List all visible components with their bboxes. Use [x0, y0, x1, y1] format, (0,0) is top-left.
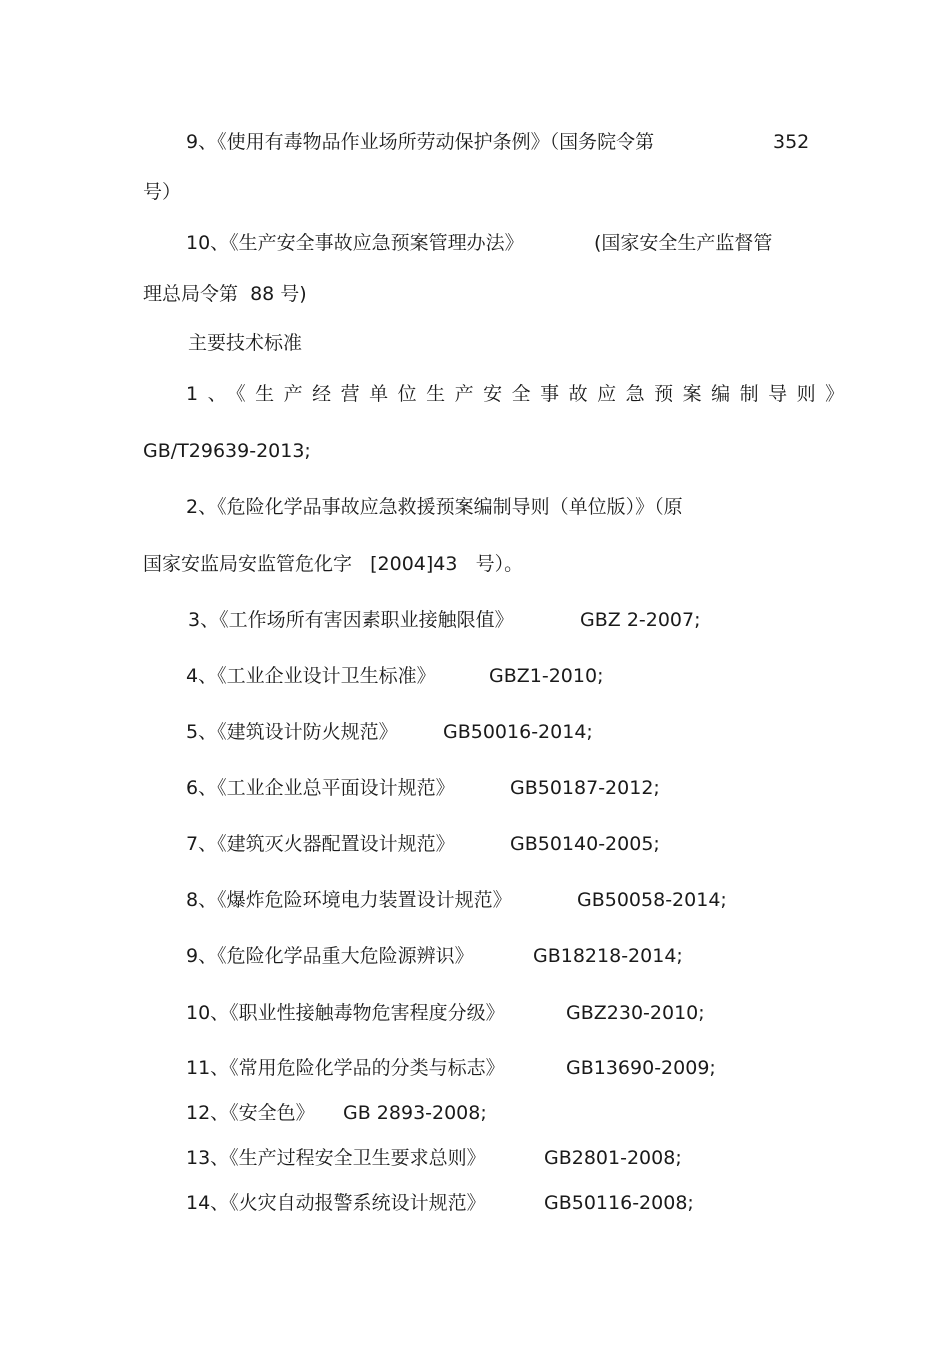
standard-1-line1: 1、《生产经营单位生产安全事故应急预案编制导则》 — [186, 383, 854, 405]
standard-7-title: 7、《建筑灭火器配置设计规范》 — [186, 833, 455, 855]
standard-8-title: 8、《爆炸危险环境电力装置设计规范》 — [186, 889, 512, 911]
standard-4-code: GBZ1-2010; — [489, 665, 604, 687]
standard-7-code: GB50140-2005; — [510, 833, 660, 855]
standard-14-code: GB50116-2008; — [544, 1192, 694, 1214]
standard-5-code: GB50016-2014; — [443, 721, 593, 743]
standard-6-title: 6、《工业企业总平面设计规范》 — [186, 777, 455, 799]
standard-6-code: GB50187-2012; — [510, 777, 660, 799]
standard-14-title: 14、《火灾自动报警系统设计规范》 — [186, 1192, 486, 1214]
standard-5-title: 5、《建筑设计防火规范》 — [186, 721, 398, 743]
standard-12-code: GB 2893-2008; — [343, 1102, 487, 1124]
standard-10-title: 10、《职业性接触毒物危害程度分级》 — [186, 1002, 505, 1024]
standard-3-code: GBZ 2-2007; — [580, 609, 701, 631]
standard-3-title: 3、《工作场所有害因素职业接触限值》 — [188, 609, 514, 631]
standard-12-title: 12、《安全色》 — [186, 1102, 315, 1124]
law-9-line1: 9、《使用有毒物品作业场所劳动保护条例》（国务院令第 — [186, 131, 655, 153]
standard-10-code: GBZ230-2010; — [566, 1002, 705, 1024]
standard-2-line1: 2、《危险化学品事故应急救援预案编制导则（单位版）》（原 — [186, 496, 683, 518]
standard-1-line2: GB/T29639-2013; — [143, 440, 311, 462]
standard-2-line2: 国家安监局安监管危化字 [2004]43 号）。 — [143, 553, 524, 575]
section-heading: 主要技术标准 — [188, 332, 303, 354]
standard-11-code: GB13690-2009; — [566, 1057, 716, 1079]
standard-13-title: 13、《生产过程安全卫生要求总则》 — [186, 1147, 486, 1169]
law-10-line2: 理总局令第 88 号) — [143, 283, 307, 305]
law-9-line2: 号） — [143, 181, 182, 203]
standard-9-title: 9、《危险化学品重大危险源辨识》 — [186, 945, 474, 967]
standard-11-title: 11、《常用危险化学品的分类与标志》 — [186, 1057, 505, 1079]
standard-9-code: GB18218-2014; — [533, 945, 683, 967]
standard-8-code: GB50058-2014; — [577, 889, 727, 911]
law-9-number: 352 — [773, 131, 810, 153]
standard-4-title: 4、《工业企业设计卫生标准》 — [186, 665, 436, 687]
law-10-line1: 10、《生产安全事故应急预案管理办法》 — [186, 232, 524, 254]
standard-13-code: GB2801-2008; — [544, 1147, 682, 1169]
law-10-issuer: (国家安全生产监督管 — [594, 232, 773, 254]
